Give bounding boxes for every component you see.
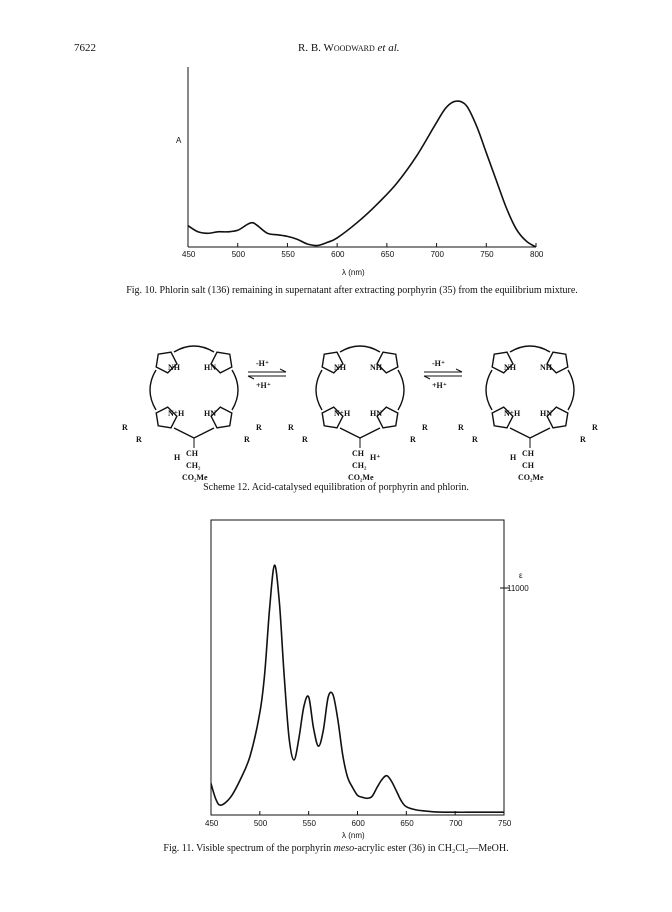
fig10-chart [0, 0, 672, 280]
side-chain-h: H [510, 453, 517, 462]
pyrrole-hn-label: HN [540, 409, 552, 418]
pyrrole-nplus-label: N⁺H [334, 409, 351, 418]
substituent-r: R [458, 423, 464, 432]
fig11-caption-italic: meso [333, 843, 355, 854]
substituent-r: R [580, 435, 586, 444]
meso-bridge [150, 370, 156, 410]
meso-bridge [398, 370, 404, 410]
substituent-r: R [302, 435, 308, 444]
fig11-chart [0, 510, 672, 850]
fig10-x-tick-label: 550 [281, 250, 295, 259]
meso-bridge [340, 428, 380, 438]
scheme12-porphyrin-salt [122, 346, 262, 482]
pyrrole-nh-label: HN [204, 363, 216, 372]
fig11-x-tick-label: 450 [205, 819, 219, 828]
pyrrole-nh-label: NH [334, 363, 346, 372]
side-chain-co2me: CO₂Me [518, 473, 544, 482]
substituent-r: R [592, 423, 598, 432]
side-chain-co2me: CO₂Me [348, 473, 374, 482]
pyrrole-nplus-label: N⁺H [168, 409, 185, 418]
fig11-x-label: λ (nm) [342, 831, 365, 840]
substituent-r: R [288, 423, 294, 432]
scheme12-equilibrium-arrow-2 [424, 359, 462, 390]
pyrrole-nh-label: NH [370, 363, 382, 372]
scheme12-arrow2-top-label: -H⁺ [432, 359, 446, 368]
pyrrole-nh-label: NH [540, 363, 552, 372]
pyrrole-hn-label: HN [204, 409, 216, 418]
substituent-r: R [122, 423, 128, 432]
side-chain-co2me: CO₂Me [182, 473, 208, 482]
fig11-x-tick-label: 750 [498, 819, 512, 828]
fig11-x-tick-label: 700 [449, 819, 463, 828]
pyrrole-nh-label: NH [504, 363, 516, 372]
substituent-r: R [422, 423, 428, 432]
meso-bridge [510, 346, 550, 352]
meso-bridge [510, 428, 550, 438]
side-chain-ch: CH [522, 449, 534, 458]
fig10-x-tick-label: 450 [182, 250, 196, 259]
side-chain-ch2: CH₂ [186, 461, 201, 470]
side-chain-hplus: H⁺ [370, 453, 381, 462]
fig11-caption-suffix: -acrylic ester (36) in CH₂Cl₂—MeOH. [354, 843, 509, 854]
fig11-x-tick-label: 600 [351, 819, 365, 828]
meso-bridge [486, 370, 492, 410]
pyrrole-nplus-label: N⁺H [504, 409, 521, 418]
scheme12-phlorin-salt [458, 346, 598, 482]
side-chain-ch: CH [186, 449, 198, 458]
pyrrole-nh-label: NH [168, 363, 180, 372]
fig11-caption-prefix: Fig. 11. Visible spectrum of the porphyrin [163, 843, 334, 854]
scheme12-caption: Scheme 12. Acid-catalysed equilibration of porphyrin and phlorin. [203, 482, 469, 493]
fig10-x-label: λ (nm) [342, 268, 365, 277]
fig11-x-tick-label: 550 [302, 819, 317, 828]
side-chain-ch2: CH₂ [352, 461, 367, 470]
fig11-right-axis-symbol: ε [519, 571, 523, 580]
meso-bridge [568, 370, 574, 410]
fig10-series-line [188, 101, 536, 247]
meso-bridge [232, 370, 238, 410]
substituent-r: R [136, 435, 142, 444]
meso-bridge [316, 370, 322, 410]
fig10-x-tick-label: 600 [331, 250, 345, 259]
meso-bridge [174, 346, 214, 352]
meso-bridge [174, 428, 214, 438]
substituent-r: R [410, 435, 416, 444]
scheme12-intermediate-cation [288, 346, 428, 482]
substituent-r: R [244, 435, 250, 444]
fig10-x-tick-label: 750 [480, 250, 494, 259]
side-chain-ch: CH [352, 449, 364, 458]
page-number: 7622 [74, 42, 96, 54]
fig10-y-label: A [176, 136, 182, 145]
scheme12-arrow1-top-label: -H⁺ [256, 359, 270, 368]
scheme12-equilibrium-arrow-1 [248, 359, 286, 390]
pyrrole-hn-label: HN [370, 409, 382, 418]
fig10-x-tick-label: 500 [231, 250, 246, 259]
running-title-author: R. B. Woodward [298, 42, 375, 54]
substituent-r: R [256, 423, 262, 432]
fig11-plot-frame [211, 520, 504, 815]
fig11-caption [120, 843, 552, 855]
fig10-x-tick-label: 700 [430, 250, 444, 259]
side-chain-h: H [174, 453, 181, 462]
meso-bridge [340, 346, 380, 352]
substituent-r: R [472, 435, 478, 444]
scheme12-arrow1-bottom-label: +H⁺ [256, 381, 272, 390]
fig11-right-axis-value: 11000 [507, 584, 529, 593]
scheme12-arrow2-bottom-label: +H⁺ [432, 381, 448, 390]
fig10-x-tick-label: 800 [530, 250, 544, 259]
fig11-x-tick-label: 650 [400, 819, 414, 828]
side-chain-ch2: CH [522, 461, 534, 470]
scheme12-diagram [0, 322, 672, 482]
fig10-x-tick-label: 650 [380, 250, 395, 259]
fig10-caption: Fig. 10. Phlorin salt (136) remaining in supernatant after extracting porphyrin (35) from the equilibrium mixture. [126, 285, 578, 296]
fig11-series-line [211, 565, 504, 812]
fig11-x-tick-label: 500 [253, 819, 268, 828]
running-title-suffix: et al. [377, 42, 400, 54]
